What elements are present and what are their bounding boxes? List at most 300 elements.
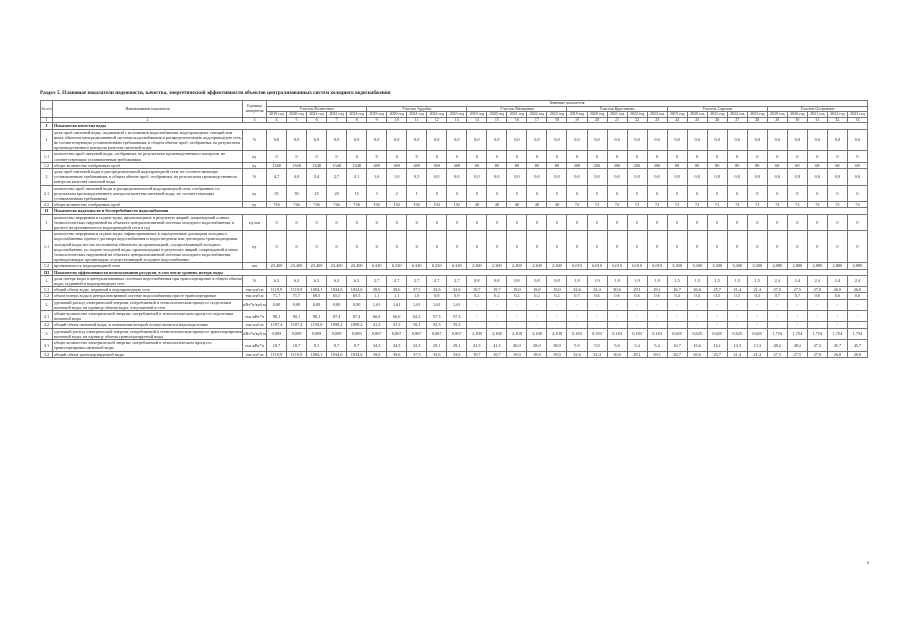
value-cell: 0 (307, 231, 327, 263)
header-column-number: 13 (447, 117, 467, 123)
header-column-number: 24 (667, 117, 687, 123)
header-column-number: 33 (847, 117, 867, 123)
value-cell: 0 (447, 214, 467, 231)
row-num: 2 (41, 299, 53, 310)
value-cell: 0 (787, 231, 807, 263)
value-cell: 27,5 (767, 351, 787, 357)
value-cell: - (727, 322, 747, 328)
value-cell: 1,1 (367, 293, 387, 299)
value-cell: - (687, 322, 707, 328)
value-cell: 68 (827, 162, 847, 168)
value-cell: 37,5 (407, 287, 427, 293)
value-cell: 80 (727, 162, 747, 168)
header-column-number: 31 (807, 117, 827, 123)
value-cell: 2,300 (487, 263, 507, 269)
value-cell: 1,9 (647, 275, 667, 286)
value-cell: - (727, 311, 747, 322)
value-cell: 13,3 (747, 340, 767, 351)
value-cell: 2,7 (367, 275, 387, 286)
value-cell: - (767, 299, 787, 310)
value-cell: - (567, 322, 587, 328)
value-cell: 0 (347, 151, 367, 162)
value-cell: 71,7 (287, 293, 307, 299)
value-cell: 2,108 (487, 328, 507, 339)
value-cell: 1,0 (407, 293, 427, 299)
value-cell: 26,0 (827, 351, 847, 357)
value-cell: 6,3 (347, 275, 367, 286)
value-cell: - (487, 299, 507, 310)
header-column-number: 17 (527, 117, 547, 123)
value-cell: 1098,2 (347, 322, 367, 328)
value-cell: 0,183 (647, 328, 667, 339)
value-cell: 0 (507, 231, 527, 263)
value-cell: 0,8 (507, 275, 527, 286)
value-cell: 1119,9 (267, 351, 287, 357)
value-cell: 2,300 (507, 263, 527, 269)
value-cell: 0 (847, 185, 867, 202)
value-cell: 72 (587, 202, 607, 208)
value-cell: 0 (487, 231, 507, 263)
value-cell: - (547, 322, 567, 328)
row-num: 1.1 (41, 287, 53, 293)
value-cell: 1119,9 (267, 287, 287, 293)
header-column-number: 10 (387, 117, 407, 123)
value-cell: 0,0 (427, 169, 447, 186)
value-cell: 0 (547, 151, 567, 162)
value-cell: 1348 (287, 162, 307, 168)
value-cell: 6,010 (627, 263, 647, 269)
value-cell: 0,0 (787, 169, 807, 186)
value-cell: 21,4 (747, 287, 767, 293)
value-cell: 0 (387, 231, 407, 263)
value-cell: 32,6 (567, 351, 587, 357)
value-cell: 0 (767, 185, 787, 202)
value-cell: 2,7 (427, 275, 447, 286)
row-num: 1.2 (41, 263, 53, 269)
value-cell: - (787, 299, 807, 310)
value-cell: 0 (287, 214, 307, 231)
value-cell: - (667, 322, 687, 328)
value-cell: 19,0 (507, 287, 527, 293)
header-column-number: 11 (407, 117, 427, 123)
value-cell: 469 (367, 162, 387, 168)
value-cell: 0,0 (727, 129, 747, 151)
unit-cell: ед. (243, 185, 267, 202)
value-cell: 3,300 (667, 263, 687, 269)
value-cell: 0,2 (547, 293, 567, 299)
value-cell: 1,61 (407, 299, 427, 310)
value-cell: 0,625 (707, 328, 727, 339)
indicator-name: общее количество отобранных проб (53, 162, 243, 168)
header-column-number: 27 (727, 117, 747, 123)
value-cell: 19,7 (487, 287, 507, 293)
value-cell: 0,4 (687, 293, 707, 299)
value-cell: 34,3 (387, 340, 407, 351)
header-district: Участок Вознесенье (267, 106, 367, 112)
value-cell: 1,61 (447, 299, 467, 310)
value-cell: 35 (267, 185, 287, 202)
value-cell: 0,183 (567, 328, 587, 339)
value-cell: 48,2 (787, 340, 807, 351)
value-cell: 0 (687, 151, 707, 162)
value-cell: 0,0 (407, 129, 427, 151)
value-cell: 0 (327, 151, 347, 162)
value-cell: 40,0 (507, 340, 527, 351)
value-cell: 39,6 (387, 351, 407, 357)
value-cell: 48,2 (767, 340, 787, 351)
value-cell: 0,009 (347, 328, 367, 339)
header-column-number: 14 (467, 117, 487, 123)
value-cell: - (787, 322, 807, 328)
value-cell: - (707, 311, 727, 322)
value-cell: 0 (647, 151, 667, 162)
value-cell: 0 (807, 214, 827, 231)
value-cell: 29,1 (427, 340, 447, 351)
value-cell: 0 (827, 231, 847, 263)
value-cell: 0,0 (507, 169, 527, 186)
value-cell: - (607, 311, 627, 322)
value-cell: 0,0 (367, 129, 387, 151)
table-row (41, 299, 868, 310)
value-cell: 0 (627, 185, 647, 202)
table-row (41, 351, 868, 357)
value-cell: 23,400 (347, 263, 367, 269)
value-cell: 25,7 (707, 287, 727, 293)
row-num: 2.1 (41, 185, 53, 202)
value-cell: 1119,9 (287, 351, 307, 357)
value-cell: 0,0 (747, 169, 767, 186)
value-cell: 0 (427, 185, 447, 202)
value-cell: 0 (707, 185, 727, 202)
value-cell: 469 (427, 162, 447, 168)
value-cell: 0 (447, 151, 467, 162)
value-cell: 48 (507, 202, 527, 208)
value-cell: 0,6 (807, 293, 827, 299)
value-cell: 0 (747, 185, 767, 202)
value-cell: 0 (487, 214, 507, 231)
value-cell: 0,0 (387, 129, 407, 151)
value-cell: 2,7 (407, 275, 427, 286)
value-cell: 6,010 (567, 263, 587, 269)
table-row (41, 185, 868, 202)
value-cell: 41,5 (487, 340, 507, 351)
value-cell: 13,3 (727, 340, 747, 351)
value-cell: 1,0 (387, 169, 407, 186)
value-cell: 48 (467, 202, 487, 208)
value-cell: 2,300 (547, 263, 567, 269)
value-cell: 0 (387, 214, 407, 231)
indicator-name: доля проб питьевой воды в распределительной водопроводной сети, не соответствующих установленным требованиям, в общем объеме проб, отобранных по результатам производственного контроля качества питьевой воды (53, 169, 243, 186)
value-cell: 0,0 (567, 169, 587, 186)
value-cell: 66,6 (387, 311, 407, 322)
value-cell: 80 (527, 162, 547, 168)
row-num: 1.1 (41, 231, 53, 263)
value-cell: - (467, 322, 487, 328)
unit-cell: ед. (243, 162, 267, 168)
value-cell: 72 (687, 202, 707, 208)
value-cell: 0,0 (647, 129, 667, 151)
header-column-number: 9 (367, 117, 387, 123)
value-cell: 200 (587, 162, 607, 168)
value-cell: 38,0 (547, 340, 567, 351)
value-cell: 0,9 (447, 293, 467, 299)
row-num: 1.2 (41, 162, 53, 168)
value-cell: 469 (387, 162, 407, 168)
value-cell: 6,010 (647, 263, 667, 269)
value-cell: 0,7 (567, 293, 587, 299)
value-cell: 9,7 (347, 340, 367, 351)
value-cell: 27,5 (787, 287, 807, 293)
value-cell: 746 (327, 202, 347, 208)
value-cell: 2,108 (547, 328, 567, 339)
value-cell: 80 (547, 162, 567, 168)
value-cell: 5,6 (607, 340, 627, 351)
value-cell: 0,867 (427, 328, 447, 339)
value-cell: - (547, 299, 567, 310)
value-cell: 34,3 (367, 340, 387, 351)
value-cell: 0,0 (707, 129, 727, 151)
value-cell: 0,009 (267, 328, 287, 339)
value-cell: 0,0 (807, 169, 827, 186)
value-cell: 200 (647, 162, 667, 168)
value-cell: 1098,2 (327, 322, 347, 328)
value-cell: 1,1 (387, 293, 407, 299)
value-cell: 0,3 (747, 293, 767, 299)
value-cell: 87,4 (347, 311, 367, 322)
header-column-number: 25 (687, 117, 707, 123)
value-cell: 0,0 (767, 169, 787, 186)
value-cell: 20 (327, 185, 347, 202)
value-cell: 0,5 (407, 169, 427, 186)
value-cell: 18,0 (547, 287, 567, 293)
value-cell: 0 (327, 214, 347, 231)
value-cell: 0 (827, 185, 847, 202)
header-year: 2023 год (447, 112, 467, 118)
header-year: 2019 год (767, 112, 787, 118)
value-cell: 1150,0 (307, 322, 327, 328)
table-row (41, 151, 868, 162)
header-year: 2022 год (427, 112, 447, 118)
value-cell: 19,7 (487, 351, 507, 357)
value-cell: 2,4 (827, 275, 847, 286)
value-cell: 0,3 (707, 293, 727, 299)
header-column-number: 6 (307, 117, 327, 123)
value-cell: 15 (347, 185, 367, 202)
header-column-number: 4 (267, 117, 287, 123)
header-column-number: 23 (647, 117, 667, 123)
value-cell: 0,0 (627, 169, 647, 186)
value-cell: 1034,6 (327, 287, 347, 293)
value-cell: 6,3 (327, 275, 347, 286)
value-cell: 0,3 (727, 293, 747, 299)
value-cell: 0,00 (347, 299, 367, 310)
value-cell: 0 (407, 151, 427, 162)
indicator-name: количество проб питьевой воды, отобранных по результатам производственного контроля, не соответствующих установленным требованиям (53, 151, 243, 162)
value-cell: 0 (347, 231, 367, 263)
value-cell: 35,3 (447, 322, 467, 328)
value-cell: 0,2 (467, 293, 487, 299)
header-year: 2022 год (627, 112, 647, 118)
value-cell: 80 (707, 162, 727, 168)
value-cell: 0 (847, 214, 867, 231)
value-cell: 0,0 (547, 169, 567, 186)
indicator-name: общее количество отобранных проб (53, 202, 243, 208)
value-cell: 0,0 (267, 129, 287, 151)
value-cell: 27,0 (807, 287, 827, 293)
value-cell: 0 (567, 151, 587, 162)
header-year: 2022 год (527, 112, 547, 118)
value-cell: 32,5 (407, 340, 427, 351)
value-cell: - (687, 311, 707, 322)
value-cell: 5,9 (587, 340, 607, 351)
value-cell: 0 (647, 185, 667, 202)
value-cell: 0 (807, 151, 827, 162)
value-cell: 0,8 (547, 275, 567, 286)
value-cell: 0,0 (847, 169, 867, 186)
header-column-number: 26 (707, 117, 727, 123)
value-cell: 1348 (347, 162, 367, 168)
value-cell: - (587, 299, 607, 310)
value-cell: 5,4 (627, 340, 647, 351)
value-cell: 0,0 (307, 129, 327, 151)
unit-cell: тыс.куб.м (243, 293, 267, 299)
value-cell: 30,6 (607, 351, 627, 357)
value-cell: 18,0 (527, 287, 547, 293)
value-cell: 68,5 (307, 293, 327, 299)
value-cell: 0 (727, 231, 747, 263)
unit-cell: км (243, 263, 267, 269)
value-cell: - (627, 322, 647, 328)
value-cell: 200 (627, 162, 647, 168)
value-cell: 0 (607, 151, 627, 162)
value-cell: 39,6 (387, 287, 407, 293)
header-column-number: 16 (507, 117, 527, 123)
row-num: 2 (41, 169, 53, 186)
value-cell: 2,300 (527, 263, 547, 269)
value-cell: 0,9 (427, 293, 447, 299)
header-year: 2020 год (287, 112, 307, 118)
value-cell: 41,5 (467, 340, 487, 351)
value-cell: 29,1 (647, 287, 667, 293)
value-cell: 0 (547, 185, 567, 202)
header-year: 2021 год (307, 112, 327, 118)
value-cell: - (487, 322, 507, 328)
header-values-group: Значение показателя (267, 101, 868, 107)
indicator-name: количество перерывов в подаче воды, зафиксированных в определенных договором холодного водоснабжения, единого договора водоснабжения и водоотведения или договором транспортировки холодной воды местах исполнения обязательств организацией, осуществляющей холодное водоснабжение, по подаче холодной воды, произошедших в результате аварий, повреждений и иных технологических нарушений на объектах централизованной системы холодного водоснабжения, принадлежащих организации, осуществляющей холодное водоснабжение (53, 231, 243, 263)
value-cell: 21,4 (727, 287, 747, 293)
value-cell: 2,4 (787, 275, 807, 286)
value-cell: 0 (467, 185, 487, 202)
value-cell: 26,0 (847, 351, 867, 357)
value-cell: 192 (387, 202, 407, 208)
value-cell: 71,7 (267, 293, 287, 299)
value-cell: - (827, 299, 847, 310)
value-cell: 1,61 (387, 299, 407, 310)
value-cell: 26,7 (667, 287, 687, 293)
value-cell: 0,0 (627, 129, 647, 151)
value-cell: - (707, 322, 727, 328)
value-cell: 68 (847, 162, 867, 168)
value-cell: 1,5 (747, 275, 767, 286)
value-cell: 57,3 (447, 311, 467, 322)
value-cell: 0 (707, 151, 727, 162)
value-cell: 68 (807, 162, 827, 168)
value-cell: 1187,4 (267, 322, 287, 328)
value-cell: 10,7 (267, 340, 287, 351)
value-cell: 0 (567, 185, 587, 202)
value-cell: 1,9 (627, 275, 647, 286)
value-cell: 192 (427, 202, 447, 208)
value-cell: - (827, 322, 847, 328)
value-cell: 0 (527, 231, 547, 263)
value-cell: 80 (667, 162, 687, 168)
value-cell: 0,00 (267, 299, 287, 310)
value-cell: 0,625 (687, 328, 707, 339)
value-cell: 0,0 (547, 129, 567, 151)
value-cell: 29,1 (627, 351, 647, 357)
header-column-number: 3 (243, 117, 267, 123)
value-cell: 45,7 (847, 340, 867, 351)
value-cell: - (527, 322, 547, 328)
value-cell: 48 (487, 202, 507, 208)
value-cell: 746 (347, 202, 367, 208)
value-cell: 0,2 (527, 293, 547, 299)
header-year: 2023 год (747, 112, 767, 118)
value-cell: 0 (287, 151, 307, 162)
value-cell: 2,880 (807, 263, 827, 269)
value-cell: - (707, 299, 727, 310)
value-cell: 0,7 (767, 293, 787, 299)
value-cell: 0,867 (387, 328, 407, 339)
value-cell: 0 (387, 151, 407, 162)
value-cell: 19,7 (467, 351, 487, 357)
value-cell: 0,0 (487, 169, 507, 186)
value-cell: 72 (727, 202, 747, 208)
value-cell: - (747, 311, 767, 322)
header-year: 2021 год (407, 112, 427, 118)
row-num: II (41, 208, 53, 214)
value-cell: 1187,4 (287, 322, 307, 328)
value-cell: 33,6 (447, 287, 467, 293)
value-cell: 0,867 (407, 328, 427, 339)
row-num: 1.2 (41, 293, 53, 299)
value-cell: 0,0 (447, 129, 467, 151)
header-year: 2019 год (467, 112, 487, 118)
value-cell: 0 (547, 214, 567, 231)
value-cell: 2,7 (327, 169, 347, 186)
value-cell: 0 (667, 151, 687, 162)
value-cell: 0,0 (687, 129, 707, 151)
header-column-number: 2 (53, 117, 243, 123)
value-cell: 1,5 (687, 275, 707, 286)
header-column-number: 32 (827, 117, 847, 123)
unit-cell: ед. (243, 151, 267, 162)
value-cell: 0,6 (647, 293, 667, 299)
value-cell: 0,8 (487, 275, 507, 286)
value-cell: 0 (747, 151, 767, 162)
value-cell: 0 (727, 214, 747, 231)
value-cell: 16,1 (707, 340, 727, 351)
indicator-name: общее количество электрической энергии, потребляемой в технологическом процессе подготовки питьевой воды (53, 311, 243, 322)
value-cell: 0,7 (787, 293, 807, 299)
value-cell: 72 (667, 202, 687, 208)
value-cell: 16,7 (667, 340, 687, 351)
value-cell: 469 (447, 162, 467, 168)
value-cell: 0 (807, 231, 827, 263)
unit-cell: кВт*ч/куб.м (243, 328, 267, 339)
value-cell: 1,754 (787, 328, 807, 339)
value-cell: - (727, 299, 747, 310)
